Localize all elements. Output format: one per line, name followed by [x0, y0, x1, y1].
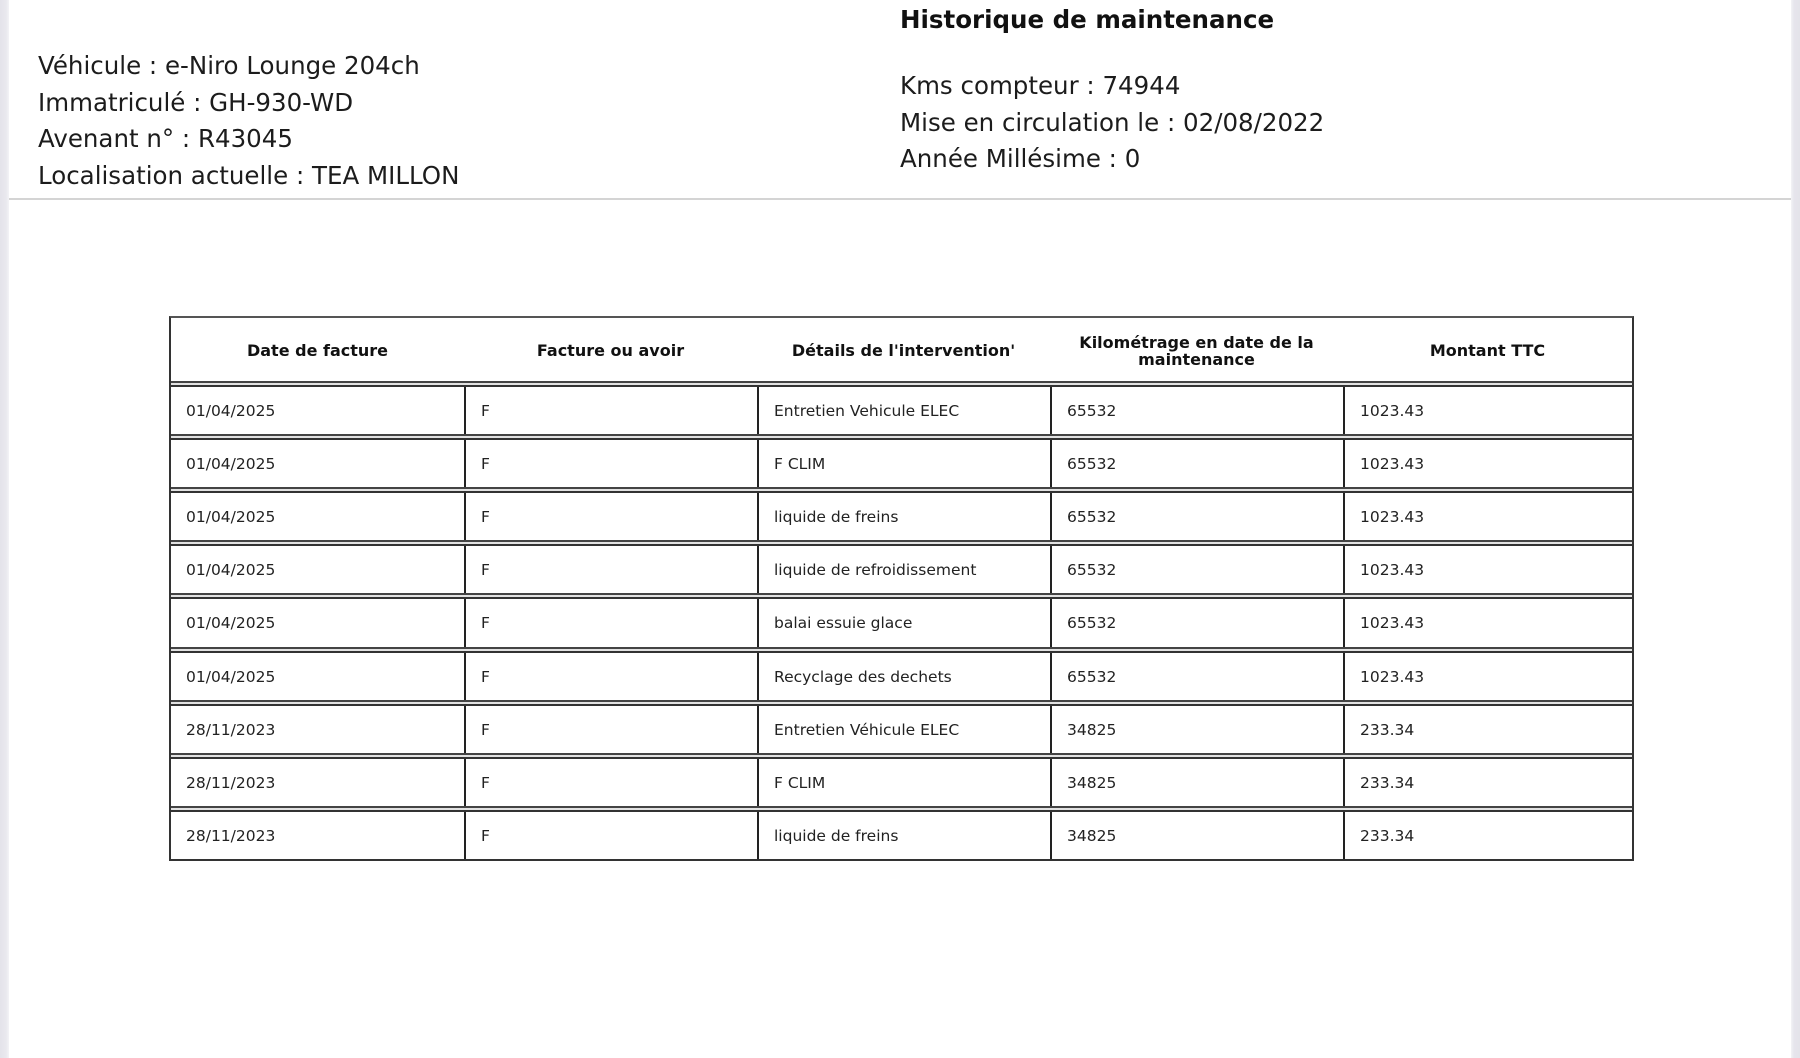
- vehicle-location: Localisation actuelle : TEA MILLON: [38, 161, 460, 191]
- cell-details: F CLIM: [757, 759, 1050, 806]
- cell-date: 28/11/2023: [186, 720, 276, 739]
- cell-mileage: 65532: [1050, 653, 1343, 700]
- table-row[interactable]: [171, 812, 1632, 859]
- vehicle-stats: [900, 68, 1324, 178]
- cell-date: 28/11/2023: [186, 773, 276, 792]
- column-header-date: Date de facture: [246, 341, 389, 360]
- right-window-edge: [1791, 0, 1800, 1058]
- table-row[interactable]: [171, 653, 1632, 700]
- cell-date: 28/11/2023: [186, 826, 276, 845]
- odometer-reading: Kms compteur : 74944: [900, 71, 1181, 100]
- cell-type: F: [464, 653, 757, 700]
- cell-amount: 1023.43: [1343, 546, 1632, 593]
- table-row[interactable]: [171, 759, 1632, 806]
- cell-amount: 1023.43: [1343, 653, 1632, 700]
- cell-date: 01/04/2025: [186, 667, 276, 686]
- cell-details: liquide de freins: [757, 493, 1050, 540]
- table-row[interactable]: [171, 387, 1632, 434]
- table-row[interactable]: [171, 440, 1632, 487]
- vehicle-registration: Immatriculé : GH-930-WD: [38, 87, 354, 117]
- cell-amount: 233.34: [1343, 706, 1632, 753]
- cell-mileage: 34825: [1050, 706, 1343, 753]
- cell-type: F: [464, 387, 757, 434]
- cell-details: liquide de freins: [757, 812, 1050, 859]
- cell-amount: 233.34: [1343, 759, 1632, 806]
- cell-mileage: 65532: [1050, 546, 1343, 593]
- cell-date: 01/04/2025: [186, 401, 276, 420]
- cell-type: F: [464, 546, 757, 593]
- cell-mileage: 34825: [1050, 759, 1343, 806]
- cell-details: F CLIM: [757, 440, 1050, 487]
- cell-date: 01/04/2025: [186, 560, 276, 579]
- cell-amount: 1023.43: [1343, 599, 1632, 647]
- cell-details: Recyclage des dechets: [757, 653, 1050, 700]
- cell-details: liquide de refroidissement: [757, 546, 1050, 593]
- cell-amount: 1023.43: [1343, 493, 1632, 540]
- table-row[interactable]: [171, 599, 1632, 647]
- cell-mileage: 34825: [1050, 812, 1343, 859]
- column-header-details: Détails de l'intervention': [791, 341, 1016, 360]
- cell-amount: 233.34: [1343, 812, 1632, 859]
- cell-type: F: [464, 599, 757, 647]
- vehicle-info: [38, 48, 459, 195]
- cell-date: 01/04/2025: [186, 454, 276, 473]
- column-header-amount: Montant TTC: [1429, 341, 1546, 360]
- cell-type: F: [464, 493, 757, 540]
- cell-mileage: 65532: [1050, 387, 1343, 434]
- cell-date: 01/04/2025: [186, 507, 276, 526]
- cell-type: F: [464, 706, 757, 753]
- cell-amount: 1023.43: [1343, 387, 1632, 434]
- header-divider: [9, 198, 1791, 200]
- cell-type: F: [464, 440, 757, 487]
- cell-date: 01/04/2025: [186, 614, 276, 632]
- page-title: Historique de maintenance: [900, 5, 1275, 34]
- cell-type: F: [464, 812, 757, 859]
- column-header-type: Facture ou avoir: [536, 341, 685, 360]
- table-bottom-border: [171, 859, 1632, 861]
- vehicle-amendment: Avenant n° : R43045: [38, 124, 293, 154]
- left-window-edge: [0, 0, 9, 1058]
- table-row[interactable]: [171, 546, 1632, 593]
- cell-type: F: [464, 759, 757, 806]
- cell-mileage: 65532: [1050, 493, 1343, 540]
- table-header: [171, 318, 1632, 383]
- first-registration-date: Mise en circulation le : 02/08/2022: [900, 107, 1325, 137]
- cell-mileage: 65532: [1050, 440, 1343, 487]
- cell-amount: 1023.43: [1343, 440, 1632, 487]
- cell-details: balai essuie glace: [757, 599, 1050, 647]
- cell-details: Entretien Vehicule ELEC: [757, 387, 1050, 434]
- model-year: Année Millésime : 0: [900, 144, 1141, 174]
- column-header-mileage: Kilométrage en date de la maintenance: [1079, 332, 1314, 369]
- cell-mileage: 65532: [1050, 599, 1343, 647]
- table-row[interactable]: [171, 493, 1632, 540]
- maintenance-table: [169, 316, 1634, 861]
- table-row[interactable]: [171, 706, 1632, 753]
- cell-details: Entretien Véhicule ELEC: [757, 706, 1050, 753]
- vehicle-model: Véhicule : e-Niro Lounge 204ch: [38, 51, 420, 80]
